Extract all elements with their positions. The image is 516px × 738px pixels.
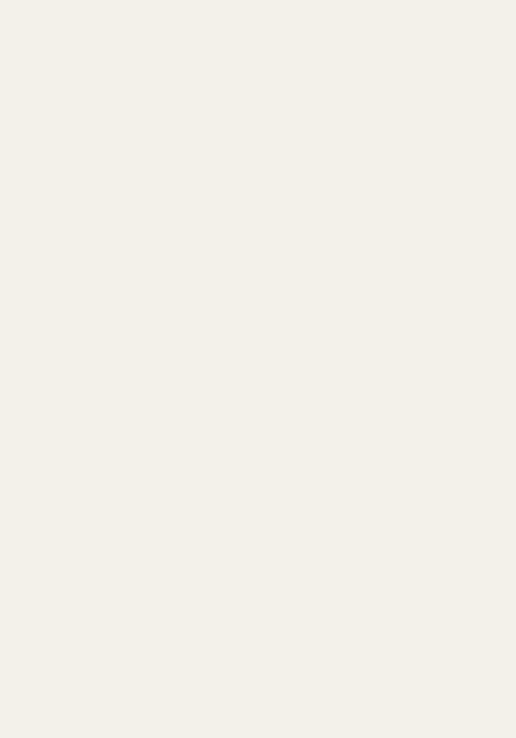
text-tier-bottom xyxy=(26,496,496,706)
text-tier-middle xyxy=(26,268,496,488)
text-tier-top xyxy=(26,42,496,260)
